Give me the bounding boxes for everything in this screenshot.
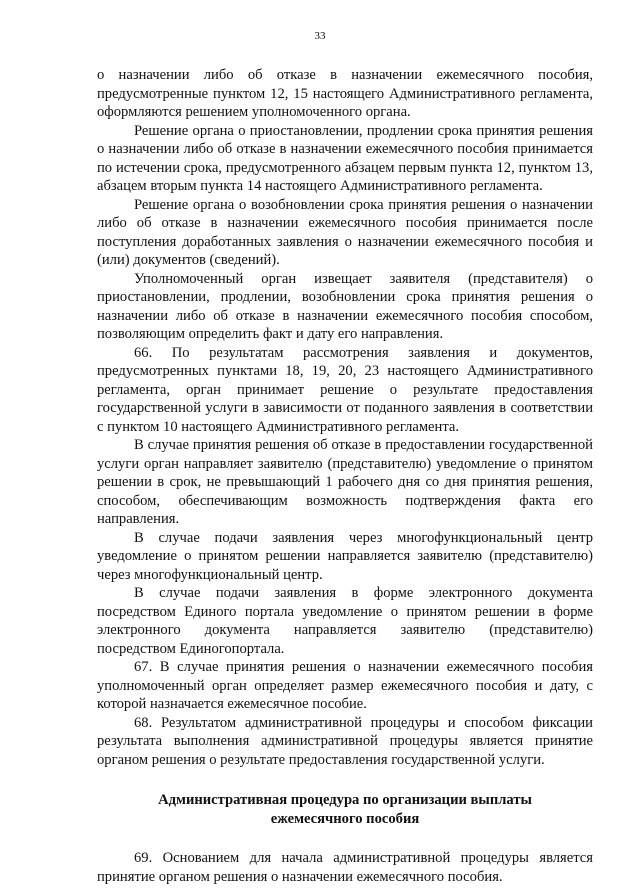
paragraph-67: 67. В случае принятия решения о назначении ежемесячного пособия уполномоченный орган определяет размер ежемесячного пособия и дату, с которой назначается ежемесячное пособие. xyxy=(97,659,593,712)
paragraph-mfc-notice: В случае подачи заявления через многофункциональный центр уведомление о принятом решении направляется заявителю (представителю) через многофункциональный центр. xyxy=(97,529,593,583)
paragraph-suspension-decision: Решение органа о приостановлении, продлении срока принятия решения о назначении либо об отказе в назначении ежемесячного пособия принимается по истечении срока, предусмотренного абзацем первым пункта 12, пунктом 13, абзацем вторым пункта 14 настоящего Административного регламента. xyxy=(97,122,593,194)
paragraph-69: 69. Основанием для начала административной процедуры является принятие органом решения о назначении ежемесячного пособия. xyxy=(97,850,593,885)
page-number: 33 xyxy=(314,30,326,42)
paragraph-portal-notice: В случае подачи заявления в форме электронного документа посредством Единого портала уведомление о принятом решении в форме электронного документа направляется заявителю (представителю) посредством Единогопортала. xyxy=(97,585,593,657)
paragraph-refusal-notice: В случае принятия решения об отказе в предоставлении государственной услуги орган направляет заявителю (представителю) уведомление о принятом решении в срок, не превышающий 1 рабочего дня со дня принятия решения, способом, обеспечивающим возможность подтверждения факта его направления. xyxy=(97,437,593,527)
document-body xyxy=(97,66,593,886)
paragraph-66: 66. По результатам рассмотрения заявления и документов, предусмотренных пунктами 18, 19, 20, 23 настоящего Административного регламента, орган принимает решение о результате предоставления государственной услуги в зависимости от поданного заявления в соответствии с пунктом 10 настоящего Административного регламента. xyxy=(97,344,593,435)
paragraph-68: 68. Результатом административной процедуры и способом фиксации результата выполнения административной процедуры является принятие органом решения о результате предоставления государственной услуги. xyxy=(97,714,593,768)
paragraph-resumption-decision: Решение органа о возобновлении срока принятия решения о назначении либо об отказе в назначении ежемесячного пособия принимается после поступления доработанных заявления о назначении ежемесячного пособия и (или) документов (сведений). xyxy=(97,196,593,268)
section-heading: Административная процедура по организации выплаты ежемесячного пособия xyxy=(158,792,532,827)
paragraph-continuation: о назначении либо об отказе в назначении ежемесячного пособия, предусмотренные пунктом 12, 15 настоящего Административного регламента, оформляются решением уполномоченного органа. xyxy=(97,67,593,120)
paragraph-applicant-notice: Уполномоченный орган извещает заявителя (представителя) о приостановлении, продлении, возобновлении срока принятия решения о назначении либо об отказе в назначении ежемесячного пособия способом, позволяющим определить факт и дату его направления. xyxy=(97,270,593,342)
